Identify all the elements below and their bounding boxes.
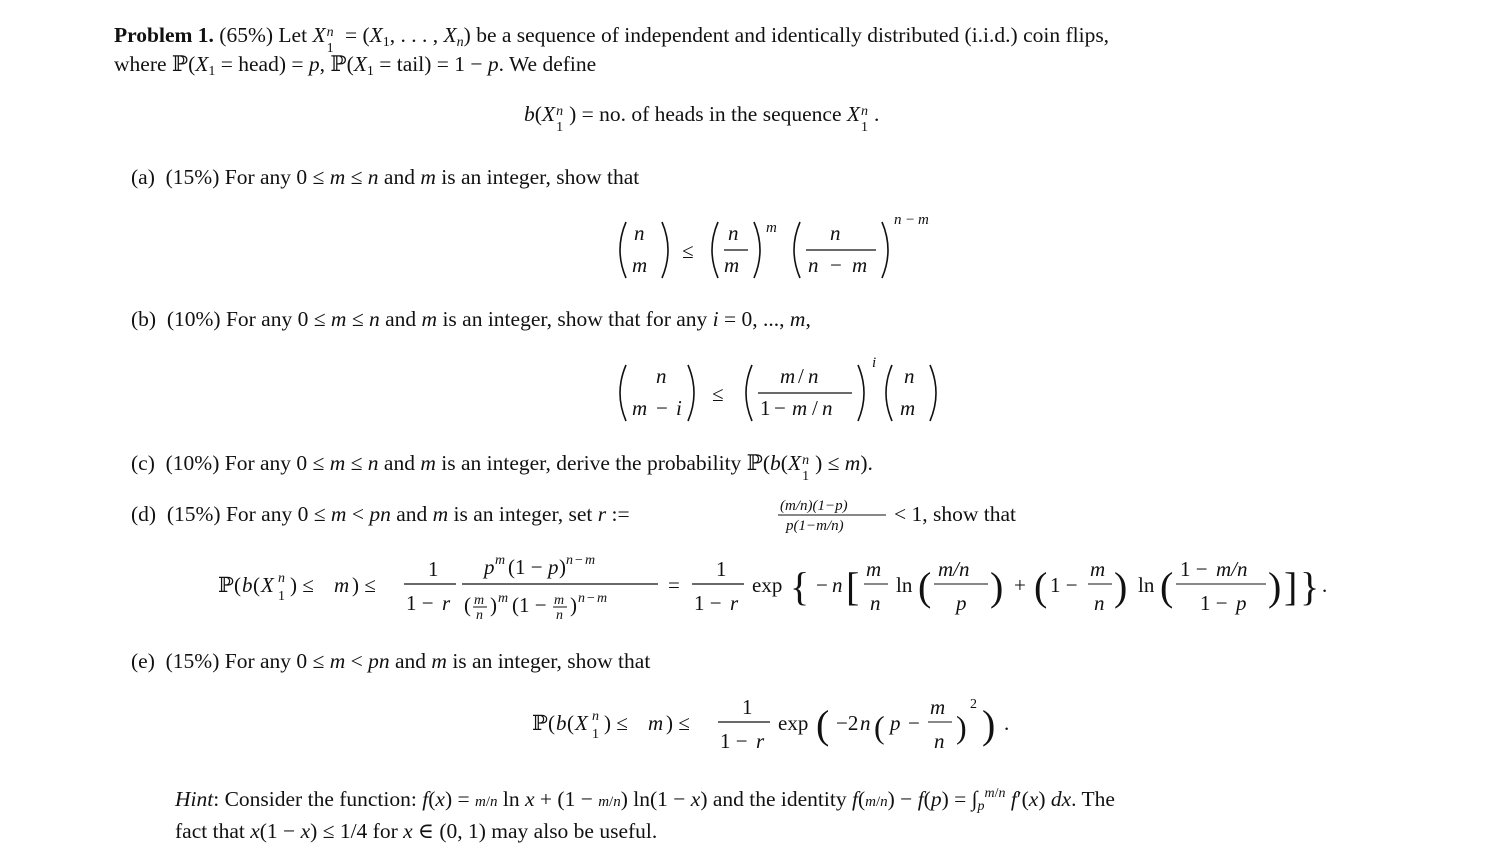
svg-text:): ): [982, 702, 996, 747]
svg-text:) ≤: ) ≤: [604, 711, 628, 735]
svg-text:): ): [1114, 564, 1128, 609]
svg-text:ℙ: ℙ: [218, 573, 234, 597]
svg-text:n: n: [566, 553, 573, 568]
svg-text:n: n: [476, 608, 483, 623]
svg-text:m: m: [498, 591, 509, 606]
svg-text:): ): [956, 709, 967, 745]
svg-text:]: ]: [1284, 564, 1298, 609]
svg-text:X: X: [575, 711, 588, 735]
svg-text:1 −: 1 −: [1180, 557, 1208, 581]
svg-text:i: i: [872, 355, 877, 371]
part-a-label: (a): [131, 165, 155, 189]
svg-text:=: =: [668, 573, 680, 597]
svg-text:m: m: [632, 253, 648, 277]
svg-text:≤: ≤: [712, 382, 724, 406]
svg-text:n: n: [728, 221, 739, 245]
svg-text:m: m: [648, 711, 664, 735]
svg-text:n: n: [830, 221, 841, 245]
svg-text:(: (: [464, 593, 471, 617]
svg-text:}: }: [1300, 564, 1320, 609]
svg-text:) ≤: ) ≤: [352, 573, 376, 597]
svg-text:(: (: [253, 573, 260, 597]
problem-weight: (65%): [219, 23, 274, 47]
svg-text:1: 1: [428, 557, 439, 581]
part-b-weight: (10%): [166, 307, 221, 331]
svg-text:−: −: [908, 711, 920, 735]
svg-text:n: n: [592, 709, 599, 724]
svg-text:m: m: [852, 253, 868, 277]
problem-intro-line-2: where $ℙ(X_1$ = head) = p, $ℙ(X_1$ = tail) = 1 − p. We define: [114, 52, 597, 79]
definition-formula: b(X n 1 ) = no. of heads in the sequence X n 1 .: [524, 102, 880, 135]
svg-text:m: m: [1090, 557, 1106, 581]
part-a-weight: (15%): [165, 165, 220, 189]
part-a-text: (a) (15%) For any 0 ≤ m ≤ n and m is an integer, show that: [131, 165, 640, 189]
svg-text:p: p: [484, 555, 495, 579]
svg-text:p: p: [548, 555, 559, 579]
svg-text:m: m: [900, 396, 916, 420]
svg-text:p: p: [890, 711, 901, 735]
svg-text:n: n: [904, 364, 915, 388]
svg-text:m: m: [554, 593, 565, 608]
svg-text:): ): [1268, 564, 1282, 609]
svg-text:exp: exp: [778, 711, 809, 735]
svg-text:/: /: [812, 396, 818, 420]
svg-text:n: n: [934, 729, 945, 753]
svg-text:(: (: [1034, 564, 1048, 609]
hint-label: Hint: [175, 787, 214, 811]
svg-text:(1 −: (1 −: [508, 555, 543, 579]
svg-text:m: m: [597, 591, 608, 606]
svg-text:n: n: [656, 364, 667, 388]
svg-text:(: (: [816, 702, 830, 747]
svg-text:(: (: [567, 711, 574, 735]
svg-text:1: 1: [592, 727, 599, 742]
part-e-label: (e): [131, 649, 155, 673]
svg-text:1 −: 1 −: [1050, 573, 1078, 597]
svg-text:) ≤: ) ≤: [290, 573, 314, 597]
svg-text:p: p: [956, 591, 967, 615]
part-c-label: (c): [131, 451, 155, 475]
svg-text:1: 1: [278, 589, 285, 604]
svg-text:−: −: [575, 553, 583, 568]
svg-text:exp: exp: [752, 573, 783, 597]
svg-text:n: n: [808, 364, 819, 388]
svg-text:p: p: [1236, 591, 1247, 615]
svg-text:m/n: m/n: [1216, 557, 1248, 581]
svg-text:1: 1: [716, 557, 727, 581]
svg-text:n: n: [1094, 591, 1105, 615]
svg-text:r: r: [730, 591, 739, 615]
svg-text:(: (: [1160, 564, 1174, 609]
svg-text:p(1−m/n): p(1−m/n): [786, 518, 844, 534]
svg-text:b: b: [242, 573, 253, 597]
svg-text:−: −: [774, 396, 786, 420]
svg-text:−: −: [816, 573, 828, 597]
problem-heading: Problem 1.: [114, 23, 214, 47]
part-b-text: (b) (10%) For any 0 ≤ m ≤ n and m is an integer, show that for any i = 0, ..., m,: [131, 307, 811, 331]
part-d-text-after: < 1, show that: [894, 502, 1017, 526]
svg-text:−: −: [906, 212, 915, 228]
svg-text:m/n: m/n: [938, 557, 970, 581]
part-c-text: (c) (10%) For any 0 ≤ m ≤ n and m is an integer, derive the probability ℙ(b(X n 1 ) ≤ m).: [131, 451, 873, 484]
part-d-label: (d): [131, 502, 157, 526]
svg-text:1 −: 1 −: [720, 729, 748, 753]
part-d-formula: [216, 546, 1346, 626]
part-b-label: (b): [131, 307, 157, 331]
svg-text:n: n: [278, 571, 285, 586]
svg-text:n: n: [556, 608, 563, 623]
svg-text:): ): [559, 555, 566, 579]
svg-text:(m/n)(1−p): (m/n)(1−p): [780, 498, 848, 514]
svg-text:n: n: [894, 212, 902, 228]
svg-text:b: b: [556, 711, 567, 735]
svg-text:m: m: [632, 396, 648, 420]
part-e-weight: (15%): [165, 649, 220, 673]
svg-text:ln: ln: [1138, 573, 1155, 597]
svg-text:n: n: [634, 221, 645, 245]
part-d-r-definition: [774, 494, 894, 536]
svg-text:.: .: [1322, 573, 1328, 597]
svg-text:X: X: [261, 573, 274, 597]
svg-text:m: m: [585, 553, 596, 568]
svg-text:1 −: 1 −: [1200, 591, 1228, 615]
hint-line-2: fact that x(1 − x) ≤ 1/4 for x ∈ (0, 1) may also be useful.: [175, 819, 658, 843]
svg-text:1: 1: [760, 396, 771, 420]
svg-text:≤: ≤: [682, 239, 694, 263]
svg-text:ℙ: ℙ: [532, 711, 548, 735]
hint-line-1: Hint: Consider the function: f(x) = m/n ln x + (1 − m/n) ln(1 − x) and the identity $f(m/n) - f(p) = \int_p^{m/n}$ f′(x) dx. The: [175, 786, 1115, 814]
svg-text:−2: −2: [836, 711, 859, 735]
svg-text:m: m: [495, 553, 506, 568]
svg-text:r: r: [756, 729, 765, 753]
svg-text:m: m: [866, 557, 882, 581]
svg-text:): ): [570, 593, 577, 617]
svg-text:1 −: 1 −: [406, 591, 434, 615]
part-d-weight: (15%): [166, 502, 221, 526]
svg-text:m: m: [766, 220, 777, 236]
svg-text:r: r: [442, 591, 451, 615]
svg-text:(: (: [874, 709, 885, 745]
part-e-text: (e) (15%) For any 0 ≤ m < pn and m is an integer, show that: [131, 649, 651, 673]
svg-text:) ≤: ) ≤: [666, 711, 690, 735]
svg-text:.: .: [1004, 711, 1010, 735]
svg-text:−: −: [830, 253, 842, 277]
svg-text:): ): [490, 593, 497, 617]
part-c-weight: (10%): [165, 451, 220, 475]
svg-text:−: −: [656, 396, 668, 420]
svg-text:1: 1: [742, 695, 753, 719]
svg-text:{: {: [790, 564, 810, 609]
svg-text:(: (: [234, 573, 241, 597]
svg-text:m: m: [930, 695, 946, 719]
svg-text:(1 −: (1 −: [512, 593, 547, 617]
svg-text:n: n: [860, 711, 871, 735]
part-d-text: (d) (15%) For any 0 ≤ m < pn and m is an integer, set r :=: [131, 502, 630, 526]
svg-text:[: [: [846, 564, 860, 609]
svg-text:m: m: [780, 364, 796, 388]
svg-text:m: m: [474, 593, 485, 608]
svg-text:n: n: [870, 591, 881, 615]
svg-text:n: n: [808, 253, 819, 277]
svg-text:(: (: [548, 711, 555, 735]
svg-text:/: /: [798, 364, 804, 388]
svg-text:n: n: [822, 396, 833, 420]
problem-intro-line-1: Problem 1. (65%) Let X n 1 = ($X_1$, . . . , $X_n$) be a sequence of independent and identically distributed (i.i.d.) coin flips,: [114, 23, 1110, 56]
svg-text:n: n: [832, 573, 843, 597]
svg-text:m: m: [334, 573, 350, 597]
svg-text:(: (: [918, 564, 932, 609]
svg-text:−: −: [587, 591, 595, 606]
part-a-formula: [600, 200, 960, 290]
svg-text:i: i: [676, 396, 682, 420]
svg-text:n: n: [578, 591, 585, 606]
svg-text:m: m: [792, 396, 808, 420]
part-b-formula: [600, 345, 960, 435]
svg-text:2: 2: [970, 697, 977, 712]
svg-text:+: +: [1014, 573, 1026, 597]
svg-text:m: m: [918, 212, 929, 228]
svg-text:ln: ln: [896, 573, 913, 597]
svg-text:m: m: [724, 253, 740, 277]
svg-text:1 −: 1 −: [694, 591, 722, 615]
svg-text:): ): [990, 564, 1004, 609]
part-e-formula: [530, 686, 1030, 762]
